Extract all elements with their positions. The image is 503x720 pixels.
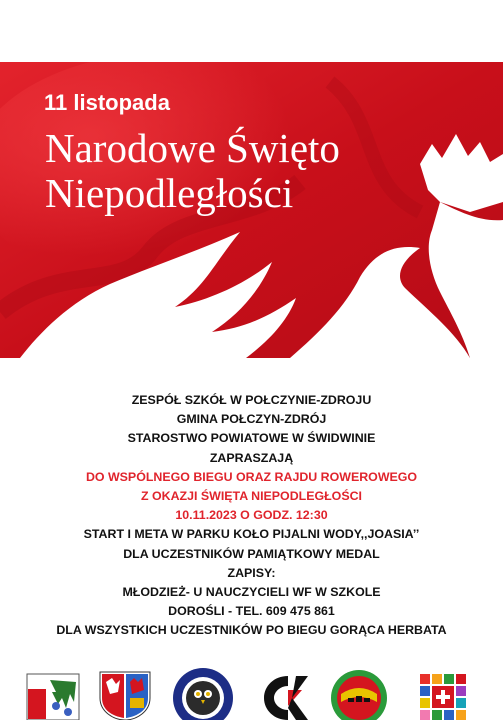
banner-title-line2: Niepodległości xyxy=(45,170,294,216)
organizer-starostwo: STAROSTWO POWIATOWE W ŚWIDWINIE xyxy=(127,431,376,446)
banner xyxy=(0,62,503,358)
gmina-coat-of-arms-icon xyxy=(26,668,80,720)
organizer-school: ZESPÓŁ SZKÓŁ W POŁCZYNIE-ZDROJU xyxy=(131,393,372,407)
event-name: DO WSPÓLNEGO BIEGU ORAZ RAJDU ROWEROWEGO xyxy=(85,469,418,484)
banner-date: 11 listopada xyxy=(44,90,170,115)
start-location: START I META W PARKU KOŁO PIJALNI WODY,,JOASIA’’ xyxy=(83,527,420,542)
registration-adults: DOROŚLI - TEL. 609 475 861 xyxy=(168,604,335,619)
tea-note: DLA WSZYSTKICH UCZESTNIKÓW PO BIEGU GORĄCA HERBATA xyxy=(56,623,447,638)
registration-youth: MŁODZIEŻ- U NAUCZYCIELI WF W SZKOLE xyxy=(122,585,381,600)
banner-title-line1: Narodowe Święto xyxy=(45,125,340,171)
powiat-coat-of-arms-icon xyxy=(98,668,152,720)
registration-heading: ZAPISY: xyxy=(227,565,276,580)
school-emblem-icon xyxy=(168,668,238,720)
banner-title xyxy=(45,126,340,216)
lzs-logo-icon xyxy=(328,668,390,720)
event-info xyxy=(0,391,503,641)
medal-note: DLA UCZESTNIKÓW PAMIĄTKOWY MEDAL xyxy=(123,546,380,561)
ck-logo-icon xyxy=(258,668,318,720)
organizer-gmina: GMINA POŁCZYN-ZDRÓJ xyxy=(176,412,327,427)
event-date: 10.11.2023 O GODZ. 12:30 xyxy=(175,508,328,523)
invite-text: ZAPRASZAJĄ xyxy=(209,450,294,465)
colorful-grid-logo-icon xyxy=(416,668,470,720)
event-occasion: Z OKAZJI ŚWIĘTA NIEPODLEGŁOŚCI xyxy=(141,489,362,504)
sponsor-logos xyxy=(0,668,503,720)
